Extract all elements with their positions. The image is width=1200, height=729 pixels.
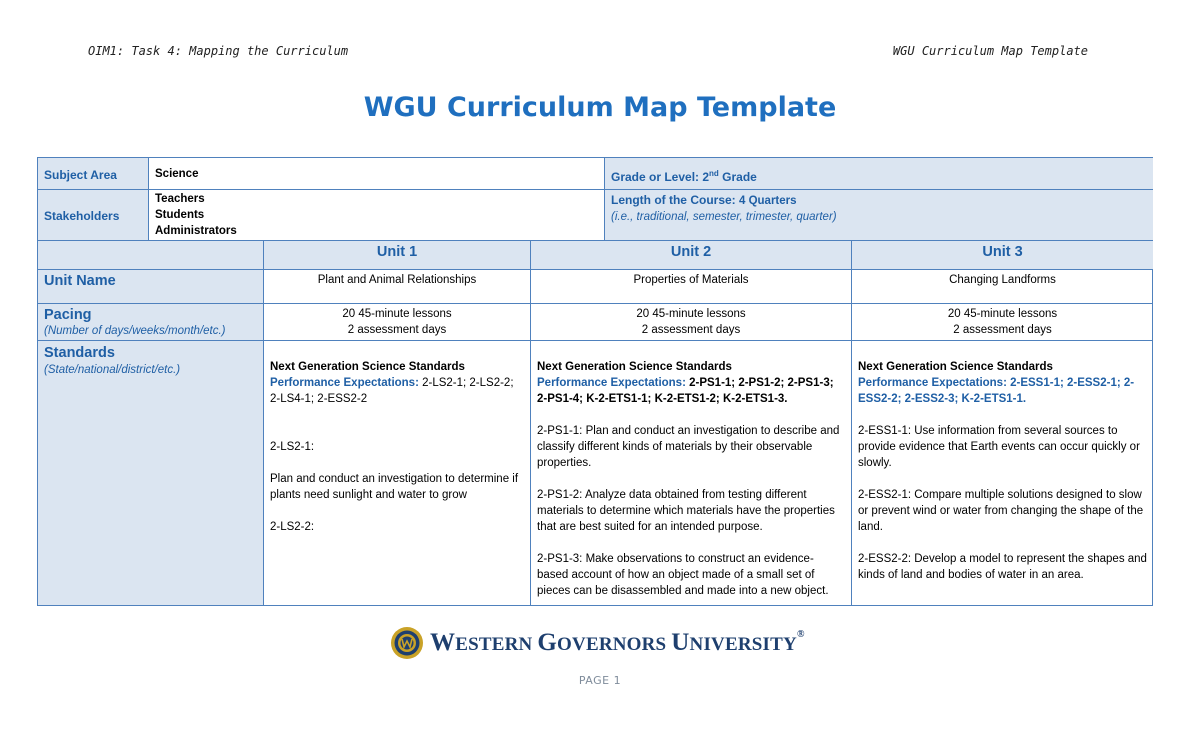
stakeholder-item: Students <box>155 209 205 221</box>
running-header-right: WGU Curriculum Map Template <box>892 44 1088 58</box>
pacing-label-cell <box>38 304 264 341</box>
standard-item: 2-PS1-2: Analyze data obtained from testing different materials to determine which materials have the properties that are best suited for an intended purpose. <box>537 489 835 533</box>
unit-3-pacing <box>852 304 1153 341</box>
standards-heading: Next Generation Science Standards <box>858 361 1053 373</box>
page-title: WGU Curriculum Map Template <box>363 92 837 123</box>
course-length-cell <box>605 190 1153 241</box>
standard-item: 2-ESS1-1: Use information from several sources to provide evidence that Earth events can occur quickly or slowly. <box>858 425 1140 469</box>
stakeholders-label: Stakeholders <box>44 209 120 223</box>
standard-description: Plan and conduct an investigation to determine if plants need sunlight and water to grow <box>270 473 519 501</box>
standard-item: 2-PS1-3: Make observations to construct an evidence-based account of how an object made of a small set of pieces can be disassembled and made into a new object. <box>537 553 829 597</box>
pacing-assessment: 2 assessment days <box>953 324 1052 336</box>
unit-3-name: Changing Landforms <box>852 270 1153 304</box>
pacing-assessment: 2 assessment days <box>641 324 741 336</box>
pacing-lessons: 20 45-minute lessons <box>636 308 746 320</box>
standards-heading: Next Generation Science Standards <box>270 361 465 373</box>
pacing-label: Pacing <box>44 307 92 323</box>
performance-expectations: Performance Expectations: 2-LS2-1; 2-LS2-2; 2-LS4-1; 2-ESS2-2 <box>270 377 514 405</box>
standards-heading: Next Generation Science Standards <box>537 361 732 373</box>
standard-item: 2-ESS2-1: Compare multiple solutions designed to slow or prevent wind or water from changing the shape of the land. <box>858 489 1144 533</box>
unit-name-label: Unit Name <box>44 273 116 289</box>
unit-name-label-cell <box>38 270 264 304</box>
wgu-seal-icon <box>390 626 424 660</box>
stakeholder-item: Administrators <box>155 225 237 237</box>
grade-level-label: Grade or Level: 2nd Grade <box>611 169 757 184</box>
curriculum-table <box>37 157 1153 606</box>
unit-1-header: Unit 1 <box>264 241 531 270</box>
course-length-label: Length of the Course: <box>611 193 739 207</box>
standards-label: Standards <box>44 345 115 361</box>
standards-hint: (State/national/district/etc.) <box>44 364 181 376</box>
unit-2-header: Unit 2 <box>531 241 852 270</box>
performance-expectations: Performance Expectations: 2-PS1-1; 2-PS1-2; 2-PS1-3; 2-PS1-4; K-2-ETS1-1; K-2-ETS1-2; K-2-ETS1-3. <box>537 377 834 405</box>
standard-code: 2-LS2-2: <box>270 521 315 533</box>
subject-area-label-cell <box>38 158 149 190</box>
unit-1-name: Plant and Animal Relationships <box>264 270 531 304</box>
stakeholders-label-cell <box>38 190 149 241</box>
unit-2-name: Properties of Materials <box>531 270 852 304</box>
standard-code: 2-LS2-1: <box>270 441 315 453</box>
page-number: PAGE 1 <box>578 674 622 687</box>
subject-area-label: Subject Area <box>44 168 117 182</box>
pacing-lessons: 20 45-minute lessons <box>342 308 452 320</box>
unit-2-pacing <box>531 304 852 341</box>
running-header-left: OIM1: Task 4: Mapping the Curriculum <box>88 44 349 58</box>
standard-item: 2-PS1-1: Plan and conduct an investigation to describe and classify different kinds of materials by their observable properties. <box>537 425 840 469</box>
subject-area-value-cell <box>149 158 605 190</box>
grade-level-cell <box>605 158 1153 190</box>
standard-item: 2-ESS2-2: Develop a model to represent the shapes and kinds of land and bodies of water in an area. <box>858 553 1147 581</box>
unit-1-pacing <box>264 304 531 341</box>
standards-label-cell <box>38 341 264 605</box>
subject-area-value: Science <box>155 168 199 180</box>
pacing-lessons: 20 45-minute lessons <box>947 308 1058 320</box>
unit-3-standards <box>852 341 1153 605</box>
performance-expectations: Performance Expectations: 2-ESS1-1; 2-ESS2-1; 2-ESS2-2; 2-ESS2-3; K-2-ETS1-1. <box>858 377 1135 405</box>
course-length-value: 4 Quarters <box>739 195 797 207</box>
wgu-logo <box>390 624 805 662</box>
stakeholder-item: Teachers <box>155 193 205 205</box>
unit-3-header: Unit 3 <box>852 241 1153 270</box>
course-length-hint: (i.e., traditional, semester, trimester, quarter) <box>611 211 837 223</box>
stakeholders-list <box>149 190 605 241</box>
pacing-assessment: 2 assessment days <box>347 324 447 336</box>
unit-header-blank <box>38 241 264 270</box>
pacing-hint: (Number of days/weeks/month/etc.) <box>44 325 226 337</box>
wgu-wordmark: WESTERN GOVERNORS UNIVERSITY® <box>430 629 805 656</box>
unit-2-standards <box>531 341 852 605</box>
unit-1-standards <box>264 341 531 605</box>
